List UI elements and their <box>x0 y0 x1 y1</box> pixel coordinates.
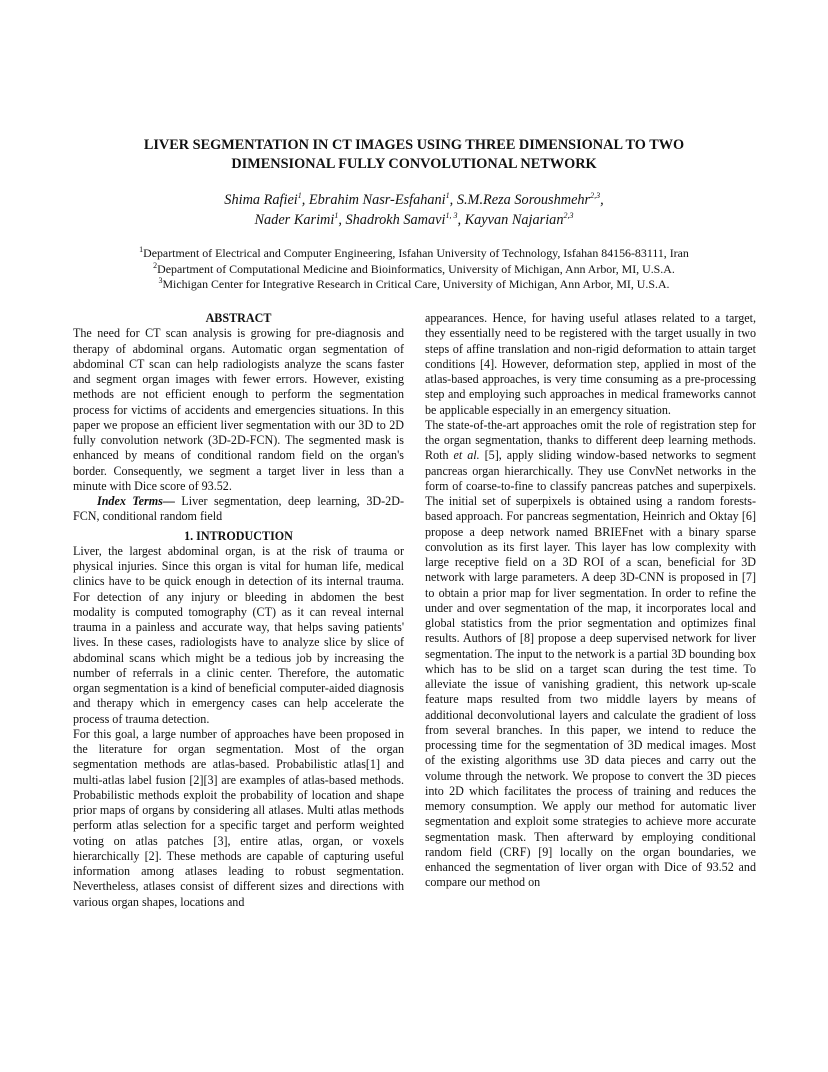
paper-title <box>60 136 768 174</box>
author-affil-sup: 2,3 <box>590 191 601 201</box>
intro-paragraph-3: appearances. Hence, for having useful atlases related to a target, they essentially need to be registered with the target usually in two steps of affine translation and non-rigid deformation to attain target conditions [4]. However, deformation step, applied in most of the atlas-based approaches, is very time consuming as a pre-processing step and employing such approaches in medical frameworks cannot be applicable especially in an emergency situation. <box>425 311 756 417</box>
left-column <box>73 311 404 910</box>
affiliation-sup: 2 <box>153 260 158 270</box>
et-al: et al. <box>453 448 480 463</box>
author-separator: , <box>600 192 604 208</box>
author-line-1 <box>60 190 768 210</box>
affiliation-text: Department of Electrical and Computer Engineering, Isfahan University of Technology, Isfahan 84156-83111, Iran <box>143 246 689 260</box>
author-affil-sup: 1 <box>445 191 450 201</box>
author-separator: , <box>449 192 457 208</box>
author-separator: , <box>301 192 309 208</box>
author-separator: , <box>457 212 465 228</box>
affiliation-text: Department of Computational Medicine and Bioinformatics, University of Michigan, Ann Arbor, MI, U.S.A. <box>157 261 675 276</box>
author: Shima Rafiei <box>224 192 298 208</box>
paragraph-text: The state-of-the-art approaches omit the role of registration step for the organ segmentation, thanks to different deep learning methods. Roth <box>425 417 756 463</box>
intro-paragraph-1: Liver, the largest abdominal organ, is at the risk of trauma or physical injuries. Since this organ is vital for human life, medical clinics have to be quick enough in detection of its internal trauma. For detection of any injury or bleeding in abdomen the best modality is computed tomography (CT) as it can reveal internal trauma in a painless and accurate way, that helps saving patients' lives. In these cases, radiologists have to analyze slice by slice of abdominal scans which might be a tedious job by increasing the number of referrals in a clinic center. Therefore, the automatic organ segmentation is a kind of beneficial computer-aided diagnosis and therapy which in emergency cases can help accelerate the process of trauma detection. <box>73 543 404 726</box>
author-affil-sup: 1, 3 <box>445 211 458 221</box>
abstract-heading: ABSTRACT <box>205 311 272 325</box>
author-affil-sup: 1 <box>297 191 302 201</box>
author: Kayvan Najarian <box>464 212 564 228</box>
right-column <box>425 311 756 891</box>
affiliation <box>40 246 788 262</box>
author-line-2 <box>60 210 768 230</box>
abstract-text: The need for CT scan analysis is growing for pre-diagnosis and therapy of abdominal organs. Automatic organ segmentation of abdominal CT scan can help radiologists analyze the scans faster and segment organ images with fewer errors. However, existing methods are not efficient enough to perform the segmentation process for victims of accidents and emergencies situations. In this paper we propose an efficient liver segmentation with our 3D to 2D fully convolution network (3D-2D-FCN). The segmented mask is enhanced by means of conditional random field on the organ's border. Consequently, we segment a target liver in less than a minute with Dice score of 93.52. <box>73 326 404 493</box>
author: Nader Karimi <box>254 212 335 228</box>
affiliation-sup: 1 <box>139 245 144 255</box>
author: S.M.Reza Soroushmehr <box>456 192 591 208</box>
author-affil-sup: 1 <box>334 211 339 221</box>
author-separator: , <box>338 212 346 228</box>
author: Ebrahim Nasr-Esfahani <box>308 192 446 208</box>
affiliation-list <box>40 246 788 293</box>
affiliation <box>40 277 788 293</box>
index-terms-text: Liver segmentation, deep learning, 3D-2D-FCN, conditional random field <box>73 494 404 524</box>
affiliation <box>40 262 788 278</box>
intro-paragraph-2: For this goal, a large number of approaches have been proposed in the literature for organ segmentation. Most of the organ segmentation methods are atlas-based. Probabilistic atlas[1] and multi-atlas label fusion [2][3] are examples of atlas-based methods. Probabilistic methods exploit the probability of location and shape prior maps of organs by considering all atlases. Multi atlas methods perform atlas selection for a specific target and perform weighted voting on atlas patches [3], entire atlas, organ, or voxels hierarchically [2]. These methods are capable of capturing useful information among atlases leading to robust segmentation. Nevertheless, atlases consist of different sizes and directions with various organ shapes, locations and <box>73 726 404 909</box>
title-line-2: DIMENSIONAL FULLY CONVOLUTIONAL NETWORK <box>231 156 597 172</box>
introduction-heading: 1. INTRODUCTION <box>184 528 293 543</box>
paragraph-text: [5], apply sliding window-based networks to segment pancreas organ hierarchically. They use ConvNet networks in the form of coarse-to-fine to classify pancreas patches and superpixels. The initial set of superpixels is obtained using a random forests-based approach. For pancreas segmentation, Heinrich and Oktay [6] propose a deep network named BRIEFnet with a binary sparse convolution as its first layer. This layer has low complexity with large receptive field on a 3D ROI of a scan, beneficial for 3D network with large parameters. A deep 3D-CNN is proposed in [7] to obtain a prior map for liver segmentation. In order to refine the under and over segmentation of the map, it incorporates local and global statistics from the prior segmentation and optimizes final results. Authors of [8] propose a deep supervised network for liver segmentation. The input to the network is a partial 3D bounding box which has to be slid on a target scan during the test time. To alleviate the issue of vanishing gradient, this network up-scale feature maps resulted from two middle layers by means of additional deconvolutional layers and calculate the gradient of loss from several branches. In this paper, we intend to reduce the processing time for the segmentation of 3D medical images. Most of the existing algorithms use 3D data pieces and carry out the volume through the network. We propose to convert the 3D pieces into 2D which facilitates the process of training and reduces the memory consumption. We apply our method for automatic liver segmentation and exploit some strategies to achieve more accurate segmentation mask. Then afterward by employing conditional random field (CRF) [9] locally on the organ boundaries, we enhanced the segmentation of liver organ with Dice of 93.52 and compare our method on <box>425 448 756 890</box>
index-terms-label: Index Terms— <box>97 494 175 508</box>
author-list <box>60 190 768 230</box>
title-line-1: LIVER SEGMENTATION IN CT IMAGES USING THREE DIMENSIONAL TO TWO <box>143 137 685 153</box>
affiliation-text: Michigan Center for Integrative Research in Critical Care, University of Michigan, Ann Arbor, MI, U.S.A. <box>162 277 670 291</box>
author: Shadrokh Samavi <box>345 212 446 228</box>
intro-paragraph-4 <box>425 418 756 891</box>
index-terms <box>73 494 404 525</box>
author-affil-sup: 2,3 <box>563 211 574 221</box>
affiliation-sup: 3 <box>158 276 163 286</box>
